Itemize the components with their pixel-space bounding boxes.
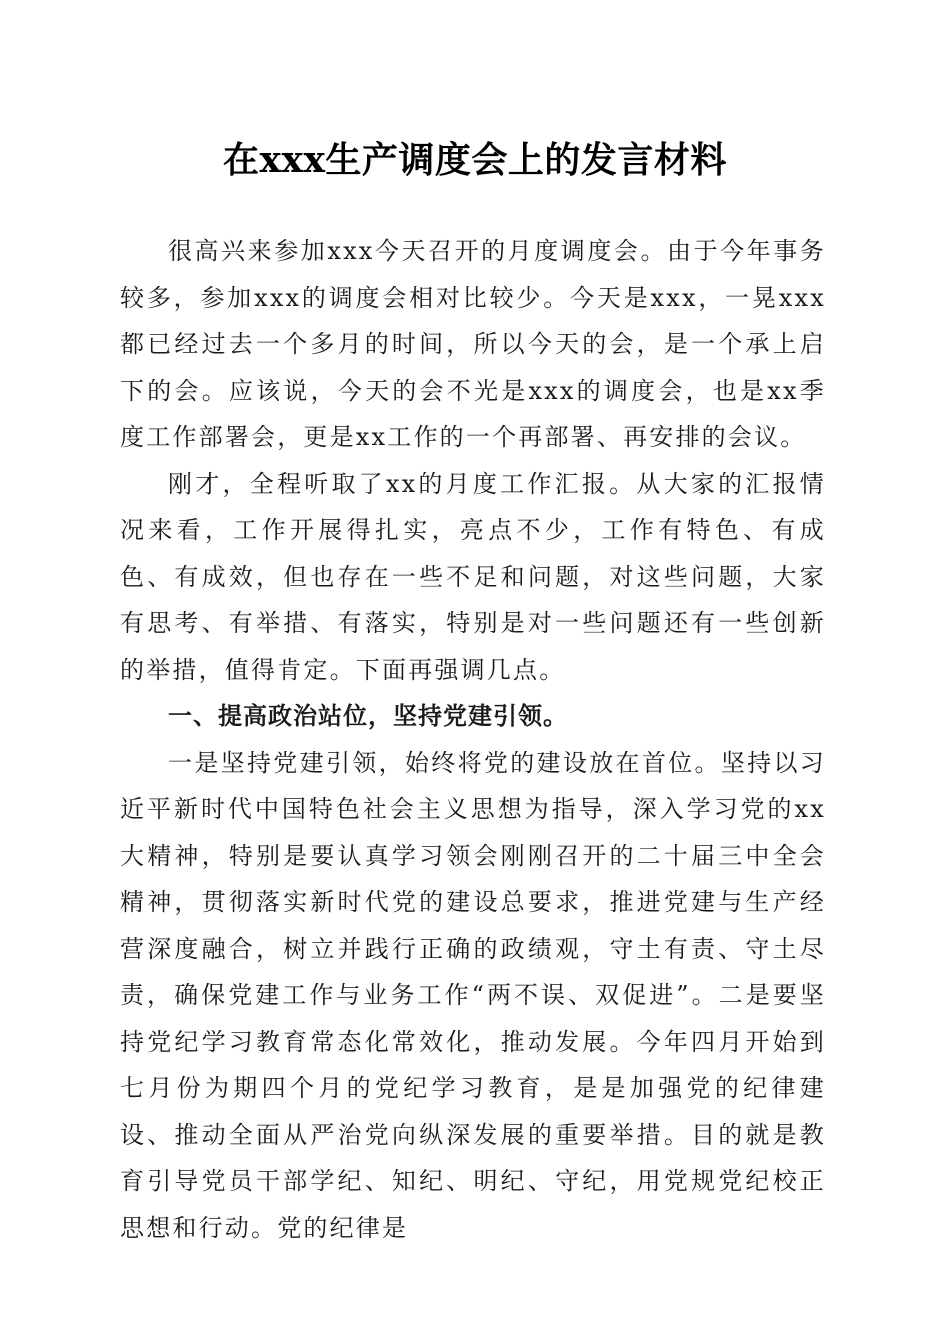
paragraph-review: 刚才，全程听取了xx的月度工作汇报。从大家的汇报情况来看，工作开展得扎实，亮点不少，工作有特色、有成色、有成效，但也存在一些不足和问题，对这些问题，大家有思考、有举措、有落实，特别是对一些问题还有一些创新的举措，值得肯定。下面再强调几点。 xyxy=(120,469,826,684)
section-heading-1: 一、提高政治站位，坚持党建引领。 xyxy=(168,702,568,730)
paragraph-party-building: 一是坚持党建引领，始终将党的建设放在首位。坚持以习近平新时代中国特色社会主义思想为指导，深入学习党的xx大精神，特别是要认真学习领会刚刚召开的二十届三中全会精神，贯彻落实新时代党的建设总要求，推进党建与生产经营深度融合，树立并践行正确的政绩观，守土有责、守土尽责，确保党建工作与业务工作“两不误、双促进”。二是要坚持党纪学习教育常态化常效化，推动发展。今年四月开始到七月份为期四个月的党纪学习教育，是是加强党的纪律建设、推动全面从严治党向纵深发展的重要举措。目的就是教育引导党员干部学纪、知纪、明纪、守纪，用党规党纪校正思想和行动。党的纪律是 xyxy=(120,748,826,1242)
paragraph-opening: 很高兴来参加xxx今天召开的月度调度会。由于今年事务较多，参加xxx的调度会相对比较少。今天是xxx，一晃xxx都已经过去一个多月的时间，所以今天的会，是一个承上启下的会。应该说，今天的会不光是xxx的调度会，也是xx季度工作部署会，更是xx工作的一个再部署、再安排的会议。 xyxy=(120,237,826,451)
document-title: 在xxx生产调度会上的发言材料 xyxy=(223,139,727,181)
document-body xyxy=(120,228,826,1251)
